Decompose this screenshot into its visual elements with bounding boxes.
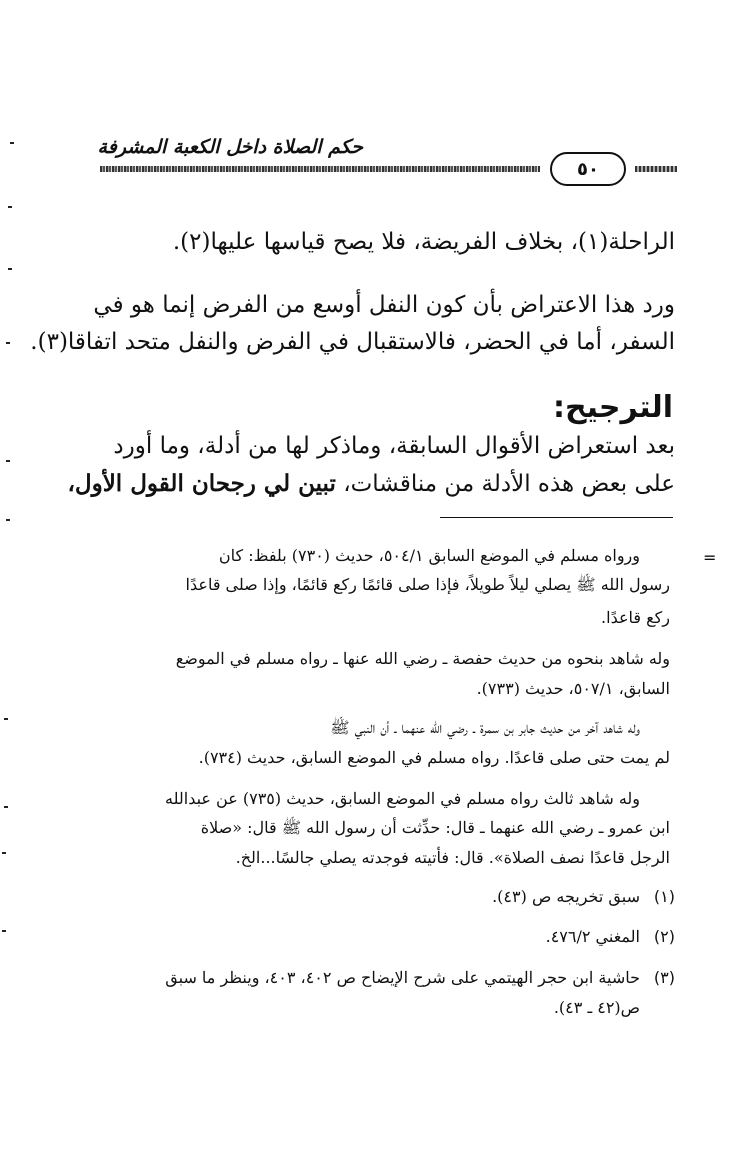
footnote-number: (٢) [653, 927, 675, 946]
footnote-line: وله شاهد بنحوه من حديث حفصة ـ رضي الله عنها ـ رواه مسلم في الموضع [175, 649, 670, 668]
scan-edge-mark [8, 206, 12, 208]
section-heading: الترجيح: [553, 390, 673, 425]
footnote-text: حاشية ابن حجر الهيتمي على شرح الإيضاح ص ٤٠٢، ٤٠٣، وينظر ما سبق [165, 968, 640, 987]
page-number: ٥٠ [577, 158, 599, 180]
scan-edge-mark [2, 930, 6, 932]
footnote-divider [440, 517, 673, 518]
footnote-line: رسول الله ﷺ يصلي ليلاً طويلاً، فإذا صلى قائمًا ركع قائمًا، وإذا صلى قاعدًا [185, 575, 670, 594]
footnote-line: وله شاهد آخر من حديث جابر بن سمرة ـ رضي الله عنهما ـ أن النبي ﷺ [330, 718, 640, 737]
body-line: بعد استعراض الأقوال السابقة، وماذكر لها من أدلة، وما أورد [113, 433, 675, 459]
scan-edge-mark [4, 718, 8, 720]
footnote-line: ركع قاعدًا. [601, 608, 670, 627]
footnote-line: ابن عمرو ـ رضي الله عنهما ـ قال: حدِّثت أن رسول الله ﷺ قال: «صلاة [200, 818, 670, 837]
footnote-number: (١) [653, 887, 675, 906]
scan-edge-mark [4, 806, 8, 808]
scan-edge-mark [8, 268, 12, 270]
header-rule [100, 166, 540, 172]
scan-edge-mark [6, 342, 10, 344]
footnote-text: المغني ٤٧٦/٢. [545, 927, 640, 946]
continuation-mark: = [703, 548, 717, 567]
footnote-number: (٣) [653, 968, 675, 987]
conclusion-bold-text: تبين لي رجحان القول الأول، [67, 470, 336, 497]
page-number-badge [550, 152, 626, 186]
scan-edge-mark [6, 519, 10, 521]
header-rule-right [635, 166, 677, 172]
footnote-line: ورواه مسلم في الموضع السابق ٥٠٤/١، حديث (٧٣٠) بلفظ: كان [218, 546, 640, 565]
body-line [67, 468, 675, 500]
footnote-text: ص(٤٢ ـ ٤٣). [553, 998, 640, 1017]
footnote-text: سبق تخريجه ص (٤٣). [492, 887, 640, 906]
footnote-line: وله شاهد ثالث رواه مسلم في الموضع السابق، حديث (٧٣٥) عن عبدالله [165, 789, 640, 808]
body-line: ورد هذا الاعتراض بأن كون النفل أوسع من الفرض إنما هو في [93, 292, 675, 318]
running-header-title: حكم الصلاة داخل الكعبة المشرفة [97, 136, 363, 158]
body-line: السفر، أما في الحضر، فالاستقبال في الفرض والنفل متحد اتفاقا(٣). [30, 329, 675, 355]
scan-edge-mark [6, 460, 10, 462]
body-text: على بعض هذه الأدلة من مناقشات، [343, 471, 675, 497]
scan-edge-mark [2, 852, 6, 854]
footnote-line: لم يمت حتى صلى قاعدًا. رواه مسلم في الموضع السابق، حديث (٧٣٤). [198, 748, 670, 767]
scan-edge-mark [10, 142, 14, 144]
footnote-line: الرجل قاعدًا نصف الصلاة». قال: فأتيته فوجدته يصلي جالسًا...الخ. [235, 848, 670, 867]
footnote-line: السابق، ٥٠٧/١، حديث (٧٣٣). [476, 679, 670, 698]
body-line: الراحلة(١)، بخلاف الفريضة، فلا يصح قياسها عليها(٢). [172, 229, 675, 255]
